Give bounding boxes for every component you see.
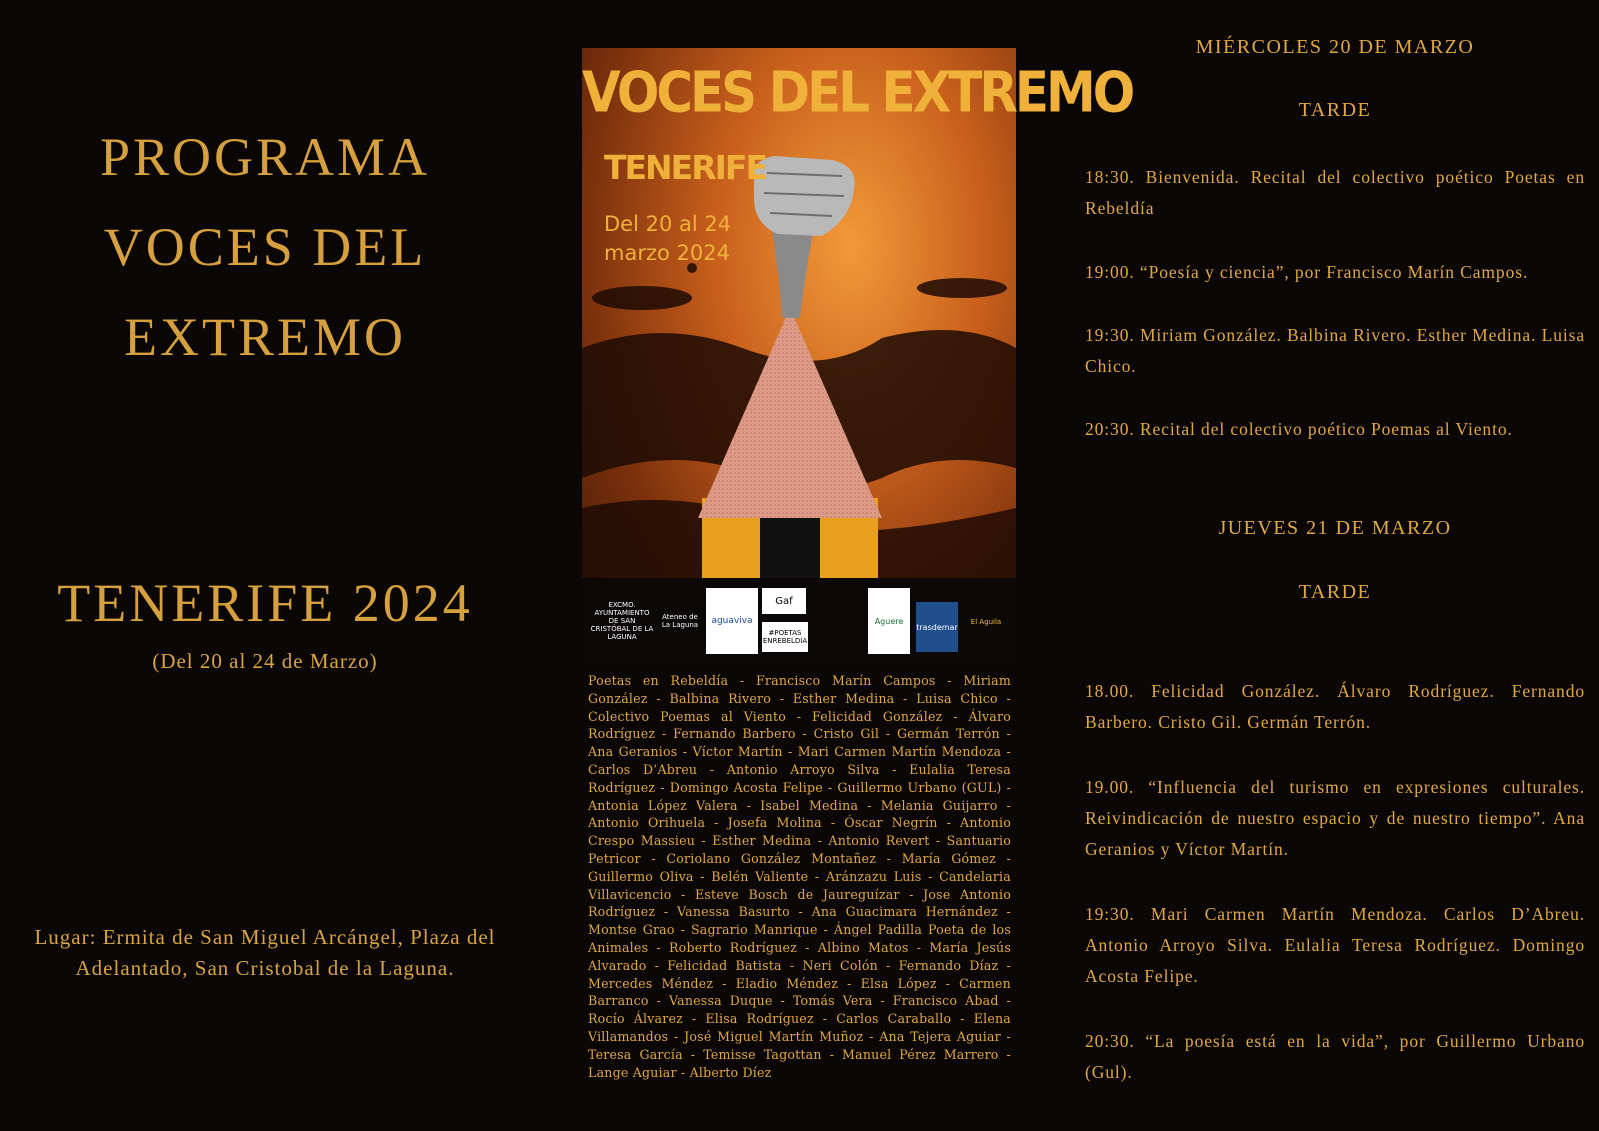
- schedule-item: 19.00. “Influencia del turismo en expresiones culturales. Reivindicación de nuestro espacio y de nuestro tiempo”. Ana Geranios y Víctor Martín.: [1085, 777, 1585, 859]
- afternoon-heading: TARDE: [1298, 99, 1372, 121]
- logo-ateneo: Ateneo de La Laguna: [661, 613, 699, 629]
- logo-el-aguila: El Aguila: [970, 618, 1002, 626]
- logo-aguaviva: aguaviva: [706, 588, 758, 654]
- poster-dates-line: marzo 2024: [604, 241, 730, 265]
- poets-list: Poetas en Rebeldía - Francisco Marín Campos - Miriam González - Balbina Rivero - Esther Medina - Luisa Chico - Colectivo Poemas al Viento - Felicidad González - Álvaro Rodríguez - Fernando Barbero - Cristo Gil - Germán Terrón - Ana Geranios - Víctor Martín - Mari Carmen Martín Mendoza - Carlos D’Abreu - Antonio Arroyo Silva - Eulalia Teresa Rodríguez - Domingo Acosta Felipe - Guillermo Urbano (GUL) - Antonia López Valera - Isabel Medina - Melania Guijarro - Antonio Orihuela - Josefa Molina - Óscar Negrín - Antonio Crespo Massieu - Esther Medina - Antonio Revert - Santuario Petricor - Coriolano González Montañez - María Gómez - Guillermo Oliva - Belén Valiente - Aránzazu Luis - Candelaria Villavicencio - Esteve Bosch de Jaureguízar - Jose Antonio Rodríguez - Vanessa Basurto - Ana Guacimara Hernández - Montse Grao - Sagrario Manrique - Ángel Padilla Poeta de los Animales - Roberto Rodríguez - Albino Matos - María Jesús Alvarado - Felicidad Batista - Neri Colón - Fernando Díaz - Mercedes Méndez - Eladio Méndez - Elsa López - Carmen Barranco - Vanessa Duque - Tomás Vera - Francisco Abad - Rocío Álvarez - Elisa Rodríguez - Carlos Caraballo - Elena Villamandos - José Miguel Martín Muñoz - Ana Tejera Aguiar - Teresa García - Temisse Tagottan - Manuel Pérez Marrero - Lange Aguiar - Alberto Díez: [588, 673, 1011, 1080]
- program-title-line: VOCES DEL: [103, 217, 427, 277]
- sponsor-logos: [582, 578, 1016, 666]
- poster-artwork: [582, 48, 1133, 666]
- schedule-item: 19:30. Miriam González. Balbina Rivero. Esther Medina. Luisa Chico.: [1085, 325, 1585, 376]
- poster-dates-line: Del 20 al 24: [604, 212, 732, 236]
- program-title: [0, 112, 530, 382]
- logo-poetas-en-rebeldia: #POETAS ENREBELDÍA: [762, 622, 808, 652]
- schedule-item: 19:00. “Poesía y ciencia”, por Francisco Marín Campos.: [1085, 262, 1529, 282]
- poster-dates: [604, 210, 754, 268]
- program-title-line: EXTREMO: [124, 307, 406, 367]
- city-year-heading: TENERIFE 2024: [57, 573, 473, 633]
- logo-trasdemar: trasdemar: [916, 602, 958, 652]
- poster-city: TENERIFE: [604, 148, 766, 187]
- poster-title: VOCES DEL EXTREMO: [582, 60, 1133, 125]
- left-column: [0, 0, 530, 1131]
- afternoon-heading: TARDE: [1298, 581, 1372, 603]
- day-heading-wednesday: MIÉRCOLES 20 DE MARZO: [1195, 36, 1475, 58]
- logo-ayuntamiento: EXCMO. AYUNTAMIENTO DE SAN CRISTÓBAL DE LA LAGUNA: [590, 601, 654, 641]
- day-heading-thursday: JUEVES 21 DE MARZO: [1218, 517, 1452, 539]
- logo-aguere: Aguere: [868, 588, 910, 654]
- schedule-item: 19:30. Mari Carmen Martín Mendoza. Carlos D’Abreu. Antonio Arroyo Silva. Eulalia Teresa Rodríguez. Domingo Acosta Felipe.: [1085, 904, 1585, 986]
- schedule-item: 18:30. Bienvenida. Recital del colectivo poético Poetas en Rebeldía: [1085, 167, 1585, 218]
- schedule-item: 20:30. Recital del colectivo poético Poemas al Viento.: [1085, 419, 1513, 439]
- event-poster: [582, 48, 1133, 666]
- logo-gaf: Gaf: [762, 588, 806, 614]
- schedule-item: 18.00. Felicidad González. Álvaro Rodríguez. Fernando Barbero. Cristo Gil. Germán Terrón.: [1085, 681, 1585, 732]
- venue-text: Lugar: Ermita de San Miguel Arcángel, Plaza del Adelantado, San Cristobal de la Laguna.: [34, 925, 496, 980]
- schedule-item: 20:30. “La poesía está en la vida”, por Guillermo Urbano (Gul).: [1085, 1031, 1585, 1082]
- dates-subtitle: (Del 20 al 24 de Marzo): [152, 649, 378, 673]
- program-title-line: PROGRAMA: [99, 127, 431, 187]
